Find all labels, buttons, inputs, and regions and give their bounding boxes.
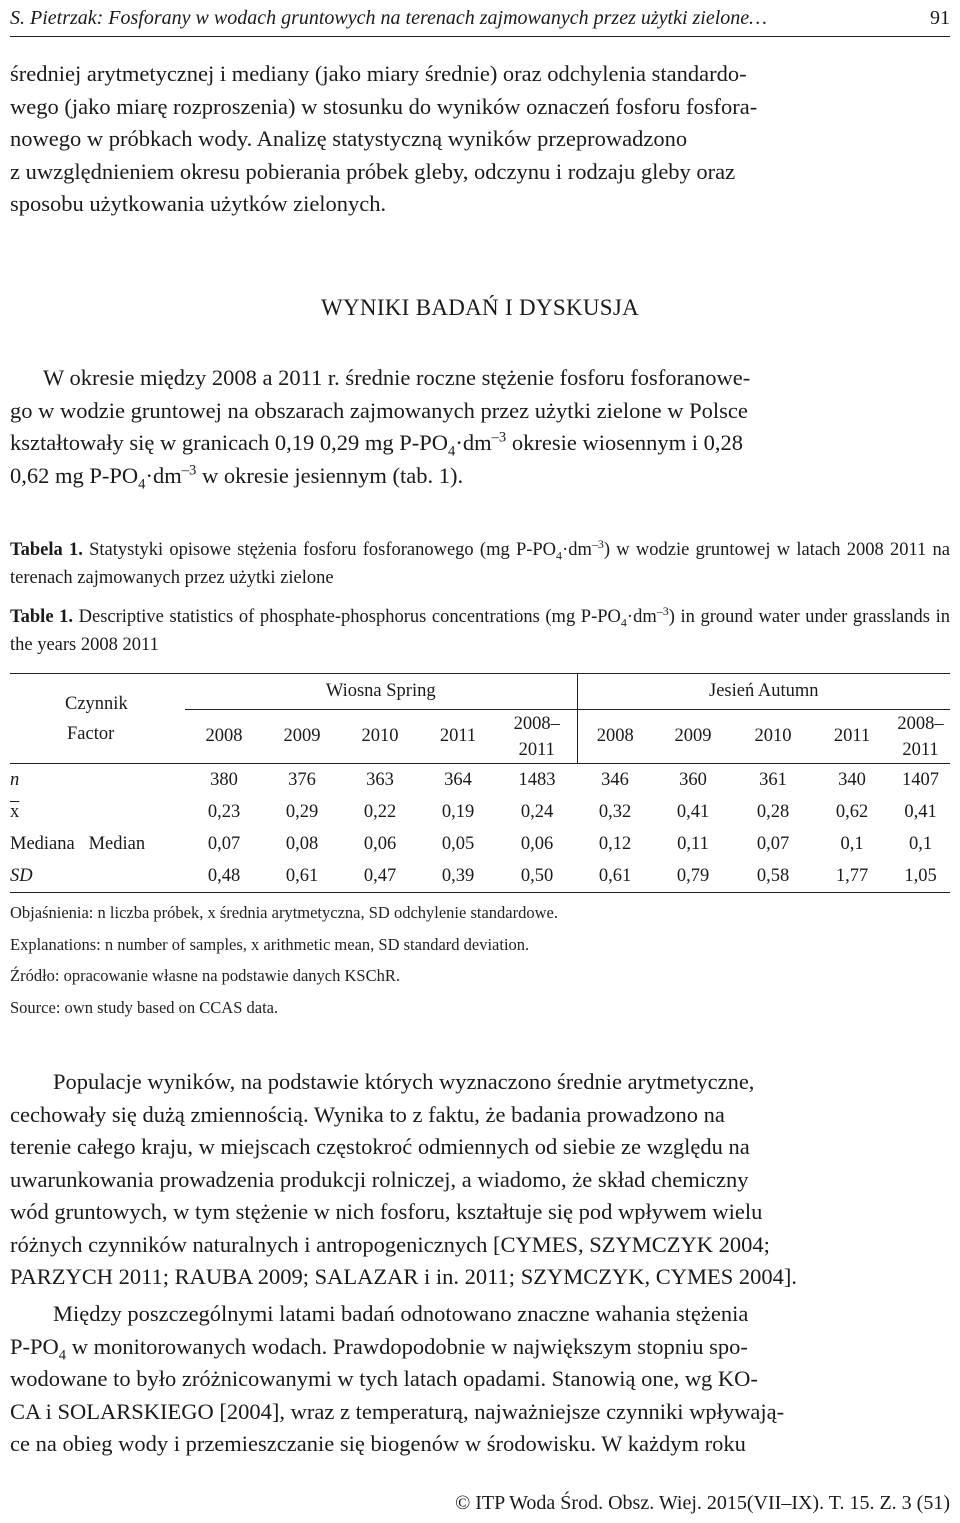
table-row bbox=[10, 796, 950, 828]
table-caption-pl: Tabela 1. Statystyki opisowe stężenia fosforu fosforanowego (mg $P-PO_4\cdot dm^{-3}$) w wodzie gruntowej w latach 2008 2011 na terenach zajmowanych przez użytki zielone bbox=[10, 536, 950, 588]
discussion-line: CA i SOLARSKIEGO [2004], wraz z temperaturą, najważniejsze czynniki wpływają- bbox=[10, 1398, 785, 1424]
results-line: 0,62 mg $P-PO_4\cdot dm^{-3}$ w okresie jesiennym (tab. 1). bbox=[10, 462, 464, 492]
table-row bbox=[10, 764, 950, 797]
range-header: 2008– 2011 bbox=[513, 713, 560, 760]
table-cell: 360 bbox=[679, 769, 707, 790]
row-label: SD bbox=[10, 860, 185, 893]
factor-header: Czynnik Factor bbox=[65, 693, 128, 744]
table-cell: 0,79 bbox=[653, 860, 733, 893]
table-cell: 380 bbox=[210, 769, 238, 790]
discussion-line: wód gruntowych, w tym stężenie w nich fosforu, kształtuje się pod wpływem wielu bbox=[10, 1199, 763, 1224]
intro-line: nowego w próbkach wody. Analizę statystyczną wyników przeprowadzono bbox=[10, 126, 688, 151]
table-cell: 0,07 bbox=[756, 833, 790, 854]
intro-line: wego (jako miarę rozproszenia) w stosunku do wyników oznaczeń fosforu fosfora- bbox=[10, 93, 758, 119]
table-cell: 1407 bbox=[902, 769, 939, 790]
table-cell: 0,32 bbox=[598, 801, 632, 822]
section-heading: WYNIKI BADAŃ I DYSKUSJA bbox=[320, 295, 640, 320]
row-label: n bbox=[10, 769, 20, 790]
table-cell: 0,41 bbox=[904, 801, 937, 822]
autumn-header: Jesień Autumn bbox=[577, 674, 950, 710]
table-cell: 376 bbox=[288, 769, 316, 790]
table-cell: 0,48 bbox=[185, 860, 263, 893]
table-cell: 0,06 bbox=[520, 833, 554, 854]
row-label: Mediana Median bbox=[10, 833, 146, 854]
table-cell: 0,1 bbox=[908, 833, 933, 854]
table-cell: 363 bbox=[366, 769, 394, 790]
table-cell: 364 bbox=[444, 769, 472, 790]
discussion-line: Między poszczególnymi latami badań odnotowano znaczne wahania stężenia bbox=[53, 1301, 749, 1326]
table-cell: 0,11 bbox=[677, 833, 709, 854]
footer-copyright: © ITP Woda Środ. Obsz. Wiej. 2015(VII–IX). T. 15. Z. 3 (51) bbox=[455, 1492, 950, 1514]
range-header: 2008– 2011 bbox=[897, 713, 944, 760]
intro-paragraph bbox=[10, 58, 950, 221]
table-cell: 0,29 bbox=[285, 801, 319, 822]
table-cell: 0,08 bbox=[285, 833, 319, 854]
year-header: 2011 bbox=[833, 726, 871, 746]
year-header: 2008 bbox=[577, 710, 653, 764]
table-cell: 340 bbox=[838, 769, 866, 790]
table-cell: 361 bbox=[759, 769, 787, 790]
table-cell: 0,61 bbox=[577, 860, 653, 893]
results-paragraph bbox=[10, 362, 950, 492]
table-cell: 0,1 bbox=[840, 833, 864, 854]
table-row bbox=[10, 828, 950, 860]
discussion-line: wodowane to było zróżnicowanymi w tych latach opadami. Stanowią one, wg KO- bbox=[10, 1366, 758, 1391]
table-cell: 0,50 bbox=[497, 860, 577, 893]
discussion-line: $P-PO_4$ w monitorowanych wodach. Prawdopodobnie w największym stopniu spo- bbox=[10, 1333, 748, 1363]
intro-line: sposobu użytkowania użytków zielonych. bbox=[10, 191, 387, 216]
running-header bbox=[10, 0, 950, 37]
table-cell: 346 bbox=[601, 769, 629, 790]
discussion-line: terenie całego kraju, w miejscach częstokroć odmiennych od siebie ze względu na bbox=[10, 1134, 750, 1159]
year-header: 2011 bbox=[439, 726, 477, 746]
discussion-line: różnych czynników naturalnych i antropogenicznych [CYMES, SZYMCZYK 2004; bbox=[10, 1231, 770, 1257]
intro-line: średniej arytmetycznej i mediany (jako miary średnie) oraz odchylenia standardo- bbox=[10, 61, 747, 86]
discussion-line: PARZYCH 2011; RAUBA 2009; SALAZAR i in. 2011; SZYMCZYK, CYMES 2004]. bbox=[10, 1264, 797, 1289]
discussion-line: uwarunkowania prowadzenia produkcji rolniczej, a wiadomo, że skład chemiczny bbox=[10, 1166, 749, 1192]
year-header: 2010 bbox=[361, 726, 399, 746]
year-header: 2009 bbox=[283, 726, 321, 746]
discussion-paragraph-1 bbox=[10, 1066, 950, 1294]
table-cell: 0,19 bbox=[441, 801, 475, 822]
table-cell: 0,61 bbox=[263, 860, 341, 893]
results-line: go w wodzie gruntowej na obszarach zajmowanych przez użytki zielone w Polsce bbox=[10, 397, 748, 423]
explanations-en: Explanations: n number of samples, x arithmetic mean, SD standard deviation. bbox=[10, 934, 530, 954]
table-cell: 0,22 bbox=[363, 801, 397, 822]
table-cell: 1483 bbox=[518, 769, 556, 790]
table-cell: 0,39 bbox=[419, 860, 497, 893]
table-caption-en: Table 1. Descriptive statistics of phosphate-phosphorus concentrations (mg $P-PO_4\cdot dm^{-3}$) in ground water under grasslands in the years 2008 2011 bbox=[10, 603, 950, 655]
spring-header: Wiosna Spring bbox=[185, 674, 577, 710]
table-cell: 0,23 bbox=[207, 801, 241, 822]
source-pl: Źródło: opracowanie własne na podstawie danych KSChR. bbox=[10, 966, 400, 985]
row-label: $\overline{x}$ bbox=[10, 801, 20, 822]
table-cell: 0,58 bbox=[733, 860, 813, 893]
explanations-pl: Objaśnienia: n liczba próbek, x średnia arytmetyczna, SD odchylenie standardowe. bbox=[10, 903, 558, 922]
discussion-line: cechowały się dużą zmiennością. Wynika to z faktu, że badania prowadzono na bbox=[10, 1101, 725, 1127]
statistics-table bbox=[10, 673, 950, 893]
table-cell: 0,05 bbox=[441, 833, 475, 854]
table-cell: 0,07 bbox=[207, 833, 241, 854]
page-number: 91 bbox=[930, 6, 950, 29]
running-title: S. Pietrzak: Fosforany w wodach gruntowych na terenach zajmowanych przez użytki zielone… bbox=[10, 6, 767, 29]
table-cell: 1,05 bbox=[891, 860, 950, 893]
discussion-line: ce na obieg wody i przemieszczanie się biogenów w środowisku. W każdym roku bbox=[10, 1431, 746, 1456]
table-row bbox=[10, 860, 950, 893]
intro-line: z uwzględnieniem okresu pobierania próbek gleby, odczynu i rodzaju gleby oraz bbox=[10, 158, 736, 184]
table-cell: 0,12 bbox=[598, 833, 632, 854]
year-header: 2008 bbox=[205, 726, 243, 746]
discussion-paragraph-2 bbox=[10, 1298, 950, 1461]
table-cell: 0,06 bbox=[363, 833, 397, 854]
results-line: kształtowały się w granicach 0,19 0,29 mg $P-PO_4\cdot dm^{-3}$ okresie wiosennym i 0,28 bbox=[10, 429, 744, 460]
table-cell: 1,77 bbox=[813, 860, 891, 893]
discussion-line: Populacje wyników, na podstawie których wyznaczono średnie arytmetyczne, bbox=[53, 1069, 755, 1094]
table-cell: 0,47 bbox=[341, 860, 419, 893]
source-en: Source: own study based on CCAS data. bbox=[10, 997, 279, 1017]
results-line: W okresie między 2008 a 2011 r. średnie roczne stężenie fosforu fosforanowe- bbox=[43, 365, 751, 390]
table-cell: 0,28 bbox=[756, 801, 790, 822]
table-cell: 0,41 bbox=[676, 801, 710, 822]
table-cell: 0,24 bbox=[520, 801, 554, 822]
table-cell: 0,62 bbox=[835, 801, 869, 822]
year-header: 2009 bbox=[674, 726, 712, 746]
year-header: 2010 bbox=[754, 726, 792, 746]
table-notes bbox=[10, 897, 950, 1023]
